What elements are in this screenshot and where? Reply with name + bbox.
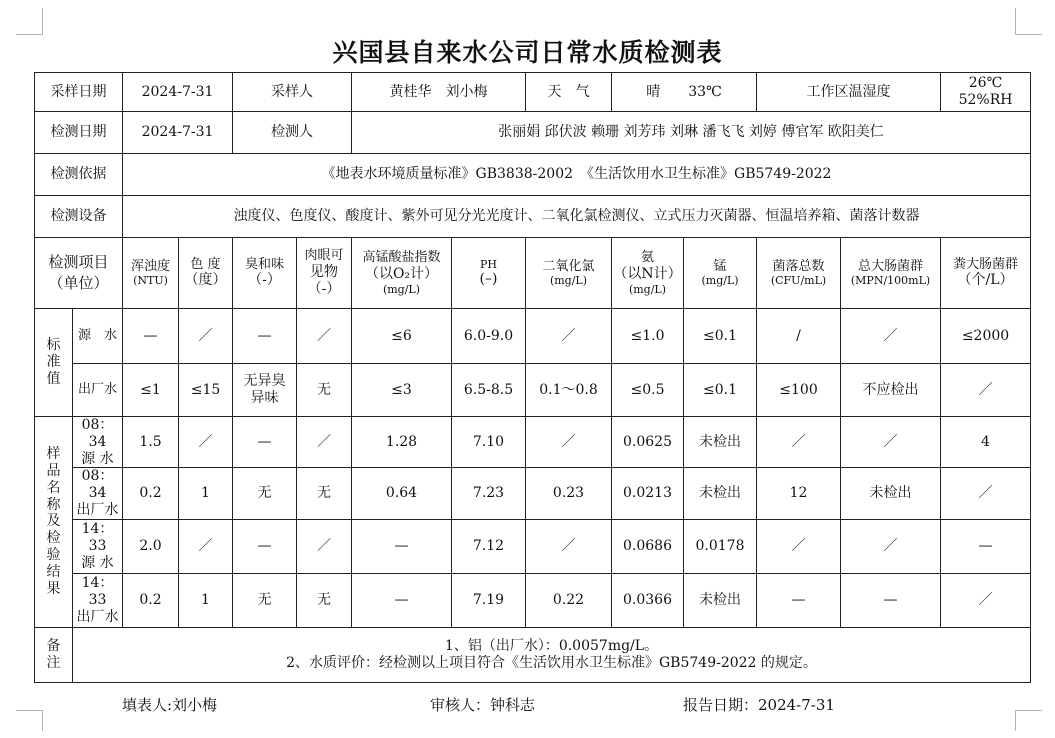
sample-value: 未检出 [684, 417, 757, 468]
sample-date-label: 采样日期 [35, 73, 123, 112]
sample-value: — [757, 573, 841, 627]
label-char: 验 [46, 547, 61, 564]
header-line: 高锰酸盐指数 [362, 250, 441, 266]
standard-name: 出厂水 [73, 364, 123, 417]
sample-value: 1 [179, 468, 233, 519]
label-char: 果 [46, 580, 61, 597]
equipment-row [35, 196, 1031, 238]
standard-value: ／ [841, 309, 941, 364]
sample-value: 未检出 [684, 573, 757, 627]
sample-row [35, 573, 1031, 627]
note-line: 2、水质评价：经检测以上项目符合《生活饮用水卫生标准》GB5749-2022 的规定。 [286, 654, 817, 671]
tester-value: 张丽娟 邱伏波 赖珊 刘芳玮 刘琳 潘飞飞 刘婷 傅官军 欧阳美仁 [352, 112, 1031, 154]
sample-row [35, 417, 1031, 468]
sample-type: 源 水 [81, 450, 114, 467]
standard-value: ≤0.1 [684, 309, 757, 364]
standard-value: 无 [297, 364, 352, 417]
standard-value: / [757, 309, 841, 364]
reviewer-signature: 审核人：钟科志 [430, 696, 536, 714]
header-line: 见物 [310, 264, 338, 280]
header-unit: (MPN/100mL) [850, 274, 931, 288]
temp-humidity-value: 26℃ 52%RH [941, 73, 1031, 112]
sample-value: ／ [297, 417, 352, 468]
test-date-label: 检测日期 [35, 112, 123, 154]
sampling-info-row [35, 73, 1031, 112]
sample-value: 7.10 [452, 417, 526, 468]
sample-value: 0.0178 [684, 519, 757, 573]
sample-value: 7.12 [452, 519, 526, 573]
sample-date-value: 2024-7-31 [123, 73, 233, 112]
standard-value: ／ [179, 309, 233, 364]
standard-label [35, 309, 73, 417]
header-line: 菌落总数 [772, 258, 825, 274]
label-char: 检 [46, 530, 61, 547]
sample-name [73, 417, 123, 468]
standard-value: ≤0.1 [684, 364, 757, 417]
label-char: 品 [46, 463, 61, 480]
sample-name [73, 468, 123, 519]
label-char: 及 [46, 513, 61, 530]
label-char: 准 [46, 354, 61, 371]
header-unit: (–) [479, 271, 498, 288]
column-header-row [35, 238, 1031, 309]
basis-row [35, 154, 1031, 196]
sample-value: 0.2 [123, 573, 179, 627]
standard-value: ／ [941, 364, 1031, 417]
sample-value: ／ [297, 519, 352, 573]
standard-value: — [233, 309, 297, 364]
note-line: 1、铝（出厂水）：0.0057mg/L。 [444, 637, 659, 654]
header-line: 检测项目 [48, 253, 109, 271]
sample-value: 1.5 [123, 417, 179, 468]
weather-value: 晴 33℃ [612, 73, 757, 112]
standard-value: ／ [297, 309, 352, 364]
page-corner-mark [16, 8, 43, 35]
sample-value: ／ [757, 417, 841, 468]
header-line: 锰 [713, 258, 727, 274]
sample-time: 14：33 [81, 575, 114, 608]
header-line: 色 度 [190, 256, 221, 272]
sample-value: 1 [179, 573, 233, 627]
header-unit: (NTU) [133, 274, 168, 288]
sample-value: 0.64 [352, 468, 452, 519]
sample-value: 0.23 [526, 468, 612, 519]
standard-value: 6.0-9.0 [452, 309, 526, 364]
sample-value: 0.2 [123, 468, 179, 519]
sample-value: 4 [941, 417, 1031, 468]
header-line: 氨 [640, 250, 654, 266]
weather-label: 天 气 [526, 73, 612, 112]
sample-value: 0.0625 [612, 417, 684, 468]
standard-value: 6.5-8.5 [452, 364, 526, 417]
column-header [841, 238, 941, 309]
test-date-value: 2024-7-31 [123, 112, 233, 154]
standard-value: ≤1 [123, 364, 179, 417]
sample-value: 1.28 [352, 417, 452, 468]
column-header [452, 238, 526, 309]
label-char: 称 [46, 496, 61, 513]
label-char: 名 [46, 479, 61, 496]
header-unit: （个/L） [957, 272, 1014, 289]
sample-value: ／ [526, 519, 612, 573]
sample-value: ／ [179, 519, 233, 573]
page-corner-mark [1015, 710, 1042, 731]
standard-value: ／ [526, 309, 612, 364]
sample-value: 0.0366 [612, 573, 684, 627]
notes-content [73, 627, 1031, 682]
label-char: 结 [46, 563, 61, 580]
sample-value: ／ [941, 573, 1031, 627]
sample-type: 出厂水 [76, 501, 119, 518]
column-header [941, 238, 1031, 309]
header-line: PH [480, 258, 497, 271]
label-char: 备 [46, 637, 61, 654]
standard-value: ≤0.5 [612, 364, 684, 417]
sample-value: ／ [841, 519, 941, 573]
header-line: 浑浊度 [130, 258, 170, 274]
sampler-label: 采样人 [233, 73, 352, 112]
sample-value: — [233, 417, 297, 468]
header-unit: (mg/L) [382, 282, 421, 296]
label-char: 值 [46, 370, 61, 387]
sample-row [35, 519, 1031, 573]
sample-value: ／ [841, 417, 941, 468]
standard-value: ≤15 [179, 364, 233, 417]
label-char: 样 [46, 446, 61, 463]
sample-value: — [233, 519, 297, 573]
sample-value: ／ [757, 519, 841, 573]
standard-value: ≤6 [352, 309, 452, 364]
sample-time: 14：33 [81, 521, 114, 554]
standard-value: ≤3 [352, 364, 452, 417]
notes-label [35, 627, 73, 682]
equipment-value: 浊度仪、色度仪、酸度计、紫外可见分光光度计、二氧化氯检测仪、立式压力灭菌器、恒温培养箱、菌落计数器 [123, 196, 1031, 238]
header-line: 臭和味 [244, 256, 284, 272]
column-header [123, 238, 179, 309]
header-line: （以N计） [613, 265, 682, 282]
water-quality-table [34, 72, 1031, 683]
standard-value: ≤1.0 [612, 309, 684, 364]
column-header [757, 238, 841, 309]
standard-row [35, 364, 1031, 417]
standard-value: — [123, 309, 179, 364]
sample-value: 未检出 [684, 468, 757, 519]
sample-value: — [352, 573, 452, 627]
report-date: 报告日期：2024-7-31 [683, 696, 835, 714]
header-line: 粪大肠菌群 [953, 256, 1019, 272]
header-unit: (mg/L) [628, 282, 667, 296]
sample-type: 源 水 [81, 554, 114, 571]
header-line: 二氧化氯 [542, 258, 595, 274]
sample-value: 无 [297, 468, 352, 519]
standard-value: 0.1～0.8 [526, 364, 612, 417]
sample-label [35, 417, 73, 628]
sample-value: ／ [526, 417, 612, 468]
standard-value: 不应检出 [841, 364, 941, 417]
basis-value: 《地表水环境质量标准》GB3838-2002 《生活饮用水卫生标准》GB5749-2022 [123, 154, 1031, 196]
column-header [612, 238, 684, 309]
sample-value: 0.22 [526, 573, 612, 627]
sample-value: 无 [233, 573, 297, 627]
sample-value: — [352, 519, 452, 573]
header-unit: （-） [248, 272, 281, 289]
sample-value: 7.23 [452, 468, 526, 519]
filler-signature: 填表人:刘小梅 [122, 696, 218, 714]
column-header [297, 238, 352, 309]
sample-value: ／ [179, 417, 233, 468]
header-unit: （-） [307, 280, 341, 297]
standard-value: ≤2000 [941, 309, 1031, 364]
sample-type: 出厂水 [76, 608, 119, 625]
header-unit: (CFU/mL) [770, 274, 827, 288]
sample-name [73, 519, 123, 573]
sampler-value: 黄桂华 刘小梅 [352, 73, 526, 112]
sample-value: 无 [233, 468, 297, 519]
sample-name [73, 573, 123, 627]
header-unit: (mg/L) [701, 274, 739, 288]
standard-value: ≤100 [757, 364, 841, 417]
header-line: 总大肠菌群 [858, 258, 924, 274]
tester-label: 检测人 [233, 112, 352, 154]
header-unit: （度） [184, 272, 227, 289]
page-corner-mark [16, 710, 43, 731]
sample-value: ／ [941, 468, 1031, 519]
notes-row [35, 627, 1031, 682]
sample-value: 无 [297, 573, 352, 627]
standard-row [35, 309, 1031, 364]
sample-time: 08：34 [81, 468, 114, 502]
sample-value: 2.0 [123, 519, 179, 573]
equipment-label: 检测设备 [35, 196, 123, 238]
sample-value: 0.0213 [612, 468, 684, 519]
header-line: （以O₂计） [364, 265, 439, 282]
sample-value: 12 [757, 468, 841, 519]
header-unit: (mg/L) [549, 274, 588, 288]
column-header [352, 238, 452, 309]
sample-value: 0.0686 [612, 519, 684, 573]
page-title: 兴国县自来水公司日常水质检测表 [332, 38, 723, 67]
page-corner-mark [1015, 8, 1042, 35]
sample-value: 未检出 [841, 468, 941, 519]
label-char: 标 [46, 337, 61, 354]
header-unit: （单位） [48, 274, 109, 292]
standard-name: 源 水 [73, 309, 123, 364]
sample-value: 7.19 [452, 573, 526, 627]
column-header [684, 238, 757, 309]
standard-value: 无异臭异味 [233, 364, 297, 417]
column-header [233, 238, 297, 309]
sample-time: 08：34 [81, 417, 114, 450]
column-header [179, 238, 233, 309]
sample-row [35, 468, 1031, 519]
column-header [526, 238, 612, 309]
header-line: 肉眼可 [304, 248, 344, 264]
column-header [35, 238, 123, 309]
testing-info-row [35, 112, 1031, 154]
temp-humidity-label: 工作区温湿度 [757, 73, 941, 112]
label-char: 注 [46, 654, 61, 671]
basis-label: 检测依据 [35, 154, 123, 196]
sample-value: — [941, 519, 1031, 573]
sample-value: — [841, 573, 941, 627]
